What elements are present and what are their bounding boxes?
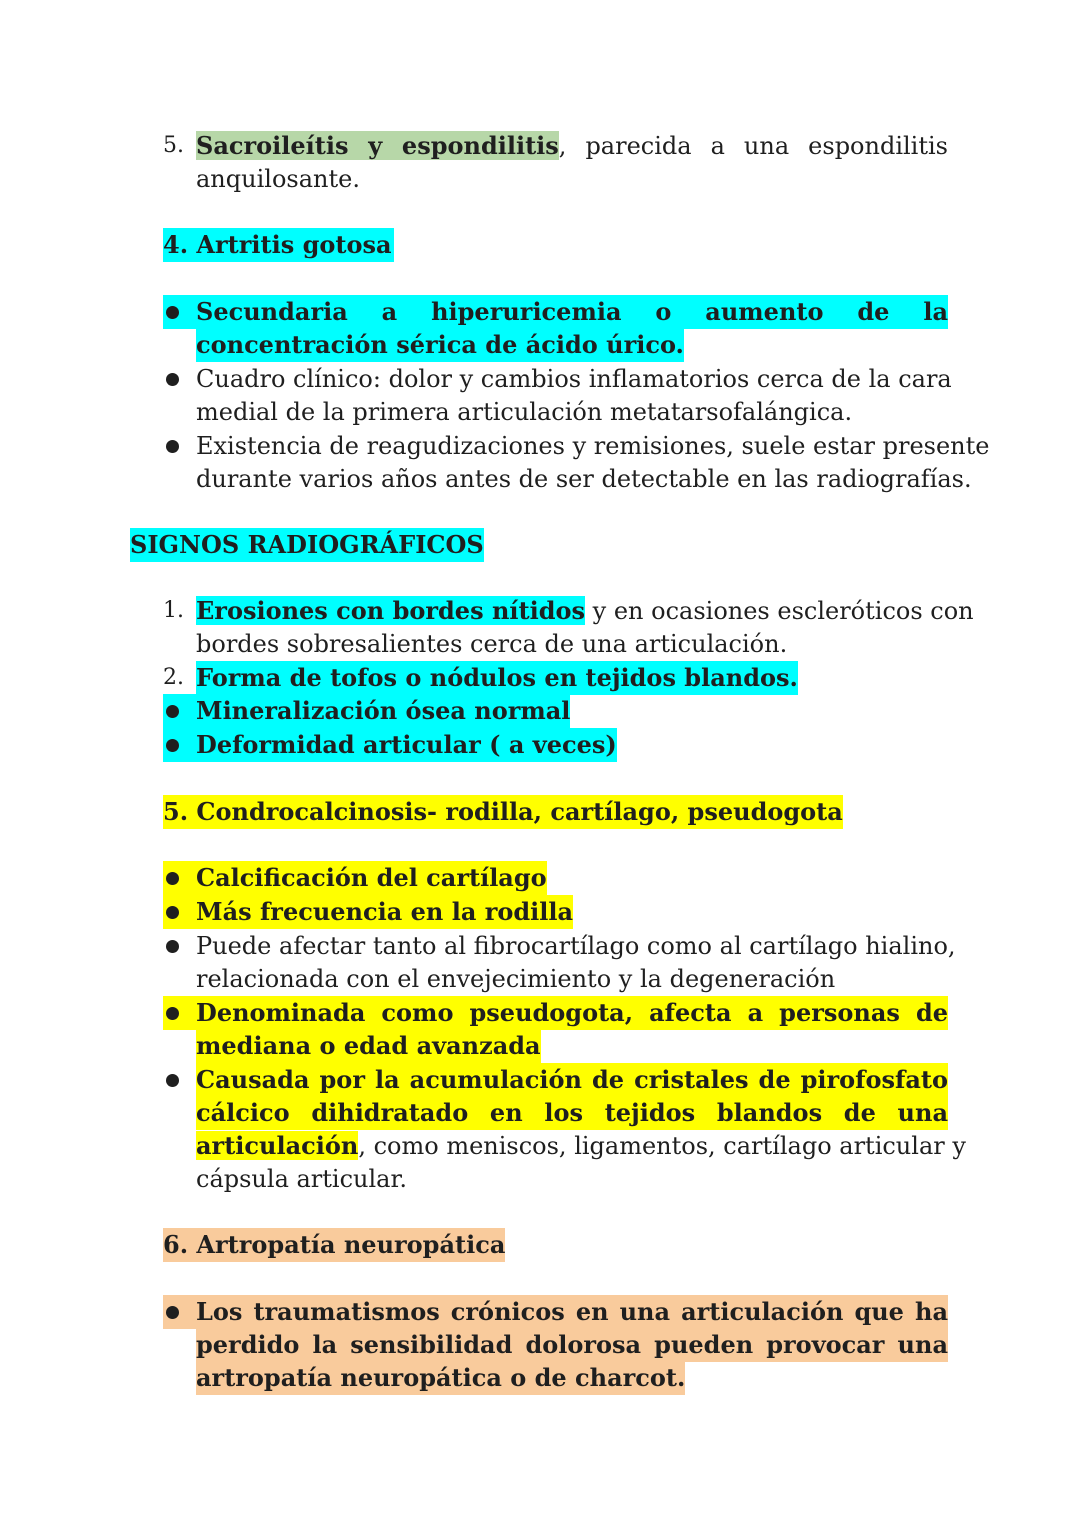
gout-bullet-2-line-1: Cuadro clínico: dolor y cambios inflamatorios cerca de la cara: [196, 365, 952, 393]
bullet-icon: [166, 940, 179, 953]
neuro-heading: 6. Artropatía neuropática: [163, 1228, 505, 1262]
signos-item-1-title: Erosiones con bordes nítidos: [196, 596, 586, 625]
bullet-icon: [166, 373, 179, 386]
bullet-icon: [166, 872, 179, 885]
condro-bullet-3-line-2: relacionada con el envejecimiento y la degeneración: [196, 965, 836, 993]
condro-bullet-1: Calcificación del cartílago: [196, 861, 547, 895]
bullet-icon: [166, 705, 179, 718]
bullet-icon: [166, 906, 179, 919]
gout-bullet-1-line-2: concentración sérica de ácido úrico.: [196, 328, 684, 362]
condro-bullet-5-line-2: cálcico dihidratado en los tejidos blandos de una: [196, 1096, 948, 1130]
bullet-icon: [166, 440, 179, 453]
condro-bullet-4-line-2: mediana o edad avanzada: [196, 1029, 541, 1063]
signos-item-2: Forma de tofos o nódulos en tejidos blandos.: [196, 661, 798, 695]
gout-bullet-2-line-2: medial de la primera articulación metatarsofalángica.: [196, 398, 853, 426]
sacroileitis-title: Sacroileítis y espondilitis: [196, 131, 559, 160]
gout-bullet-1-line-1: Secundaria a hiperuricemia o aumento de la: [196, 295, 948, 329]
sacroileitis-line-1: [196, 129, 948, 163]
neuro-bullet-1-line-1: Los traumatismos crónicos en una articulación que ha: [196, 1295, 948, 1329]
bullet-icon: [166, 1007, 179, 1020]
bullet-icon: [166, 1074, 179, 1087]
sacroileitis-line-2: anquilosante.: [196, 165, 360, 193]
list-number: 5.: [163, 133, 184, 158]
bullet-icon: [166, 1306, 179, 1319]
signos-bullet-1: Mineralización ósea normal: [196, 694, 570, 728]
bullet-icon: [166, 306, 179, 319]
condro-heading: 5. Condrocalcinosis- rodilla, cartílago, pseudogota: [163, 795, 843, 829]
signos-item-1-line-1: [196, 594, 974, 628]
bullet-icon: [166, 739, 179, 752]
condro-bullet-3-line-1: Puede afectar tanto al fibrocartílago como al cartílago hialino,: [196, 932, 956, 960]
signos-item-1-text: y en ocasiones escleróticos con: [585, 597, 974, 625]
gout-bullet-3-line-2: durante varios años antes de ser detectable en las radiografías.: [196, 465, 972, 493]
sacroileitis-text: , parecida a una espondilitis: [558, 132, 948, 160]
neuro-bullet-1-line-3: artropatía neuropática o de charcot.: [196, 1361, 685, 1395]
condro-bullet-5-line-1: Causada por la acumulación de cristales de pirofosfato: [196, 1063, 948, 1097]
condro-bullet-4-line-1: Denominada como pseudogota, afecta a personas de: [196, 996, 948, 1030]
signos-heading: SIGNOS RADIOGRÁFICOS: [130, 528, 484, 562]
list-number: 1.: [163, 598, 184, 623]
list-number: 2.: [163, 665, 184, 690]
condro-bullet-5-line-3: [196, 1129, 966, 1163]
neuro-bullet-1-line-2: perdido la sensibilidad dolorosa pueden provocar una: [196, 1328, 948, 1362]
signos-item-1-line-2: bordes sobresalientes cerca de una articulación.: [196, 630, 788, 658]
condro-bullet-5-bold: articulación: [196, 1131, 359, 1160]
condro-bullet-2: Más frecuencia en la rodilla: [196, 895, 573, 929]
gout-heading: 4. Artritis gotosa: [163, 228, 394, 262]
condro-bullet-5-line-4: cápsula articular.: [196, 1165, 407, 1193]
signos-bullet-2: Deformidad articular ( a veces): [196, 728, 617, 762]
condro-bullet-5-text: , como meniscos, ligamentos, cartílago articular y: [358, 1132, 966, 1160]
gout-bullet-3-line-1: Existencia de reagudizaciones y remisiones, suele estar presente: [196, 432, 990, 460]
